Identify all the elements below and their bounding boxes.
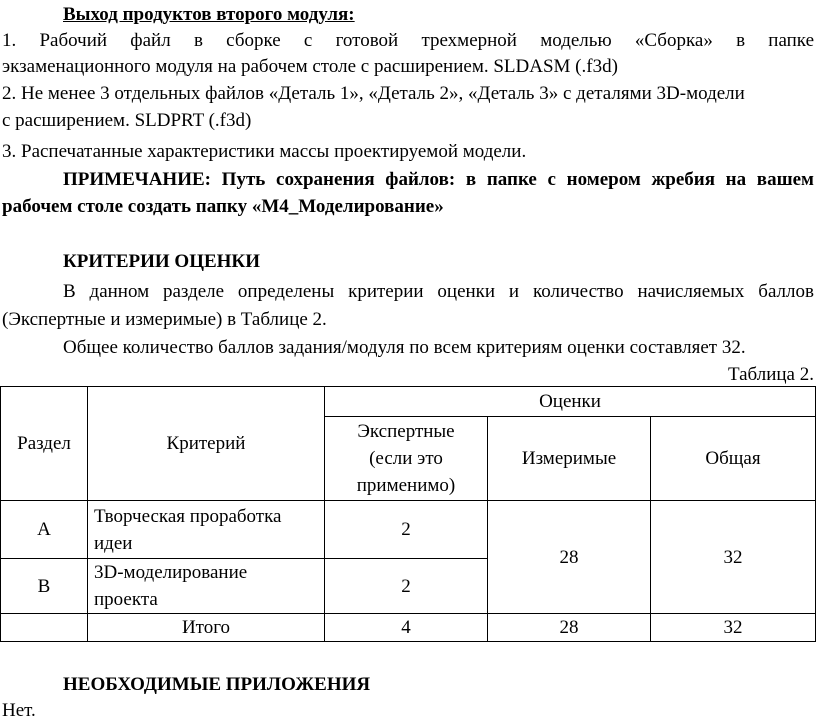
appendix-heading: НЕОБХОДИМЫЕ ПРИЛОЖЕНИЯ: [63, 674, 371, 695]
header-total: Общая: [651, 417, 816, 501]
row-a-criterion: Творческая проработка идеи: [88, 501, 325, 559]
total-score-text: Общее количество баллов задания/модуля по всем критериям оценки составляет 32.: [63, 337, 746, 358]
criteria-table: [0, 386, 816, 642]
table-row: [1, 501, 816, 559]
header-measured: Измеримые: [488, 417, 651, 501]
row-b-criterion: 3D-моделирование проекта: [88, 559, 325, 614]
footer-expert: 4: [325, 614, 488, 642]
header-section: Раздел: [1, 387, 88, 501]
footer-measured: 28: [488, 614, 651, 642]
criteria-heading: КРИТЕРИИ ОЦЕНКИ: [63, 251, 260, 272]
footer-label: Итого: [88, 614, 325, 642]
appendix-text: Нет.: [2, 700, 36, 721]
item-1-line-2: экзаменационного модуля на рабочем столе с расширением. SLDASM (.f3d): [2, 56, 618, 77]
row-b-section: B: [1, 559, 88, 614]
row-a-section: A: [1, 501, 88, 559]
table-caption: Таблица 2.: [727, 364, 814, 385]
note-line-1: ПРИМЕЧАНИЕ: Путь сохранения файлов: в папке с номером жребия на вашем: [63, 169, 814, 190]
section-title: Выход продуктов второго модуля:: [63, 4, 355, 25]
note-line-2: рабочем столе создать папку «М4_Моделирование»: [2, 196, 444, 217]
row-a-expert: 2: [325, 501, 488, 559]
table-header-row-1: [1, 387, 816, 417]
footer-total: 32: [651, 614, 816, 642]
item-2-line-1: 2. Не менее 3 отдельных файлов «Деталь 1», «Деталь 2», «Деталь 3» с деталями 3D-модели: [2, 83, 745, 104]
table-footer-row: [1, 614, 816, 642]
item-1-line-1: 1. Рабочий файл в сборке с готовой трехмерной моделью «Сборка» в папке: [2, 30, 814, 51]
header-expert: Экспертные (если это применимо): [325, 417, 488, 501]
row-b-expert: 2: [325, 559, 488, 614]
criteria-text-line-2: (Экспертные и измеримые) в Таблице 2.: [2, 309, 327, 330]
merged-measured: 28: [488, 501, 651, 614]
footer-empty: [1, 614, 88, 642]
merged-total: 32: [651, 501, 816, 614]
item-2-line-2: с расширением. SLDPRT (.f3d): [2, 110, 252, 131]
item-3: 3. Распечатанные характеристики массы проектируемой модели.: [2, 141, 527, 162]
header-criterion: Критерий: [88, 387, 325, 501]
criteria-text-line-1: В данном разделе определены критерии оценки и количество начисляемых баллов: [63, 281, 814, 302]
header-scores: Оценки: [325, 387, 816, 417]
